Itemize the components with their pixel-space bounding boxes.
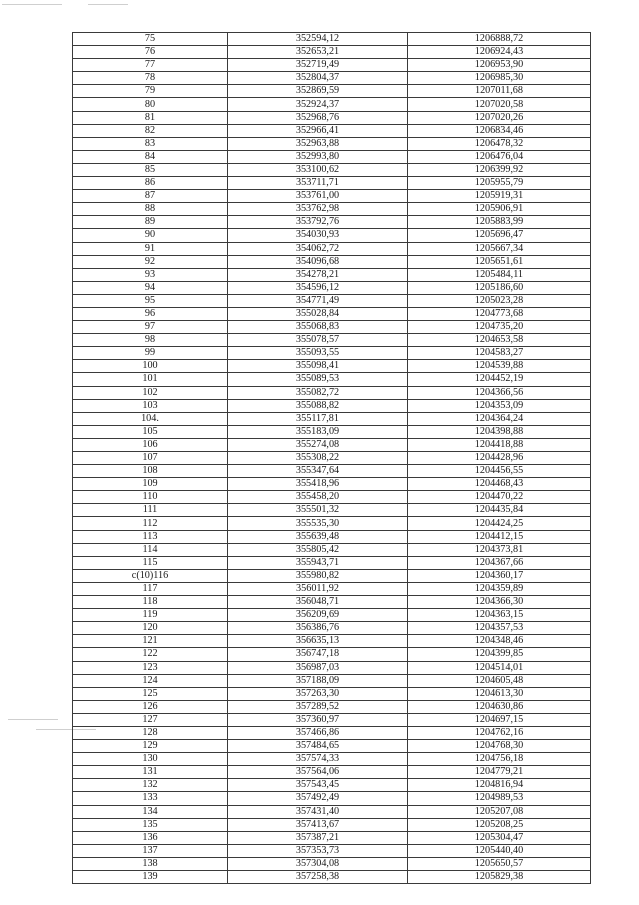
x-coordinate-cell: 356635,13 bbox=[228, 635, 408, 648]
table-row bbox=[73, 111, 591, 124]
point-number-cell: 82 bbox=[73, 124, 228, 137]
table-row bbox=[73, 530, 591, 543]
y-coordinate-cell: 1204399,85 bbox=[408, 648, 591, 661]
point-number-cell: 100 bbox=[73, 360, 228, 373]
point-number-cell: 127 bbox=[73, 713, 228, 726]
y-coordinate-cell: 1204428,96 bbox=[408, 452, 591, 465]
table-row bbox=[73, 321, 591, 334]
table-row bbox=[73, 203, 591, 216]
point-number-cell: c(10)116 bbox=[73, 569, 228, 582]
x-coordinate-cell: 355943,71 bbox=[228, 556, 408, 569]
table-row bbox=[73, 72, 591, 85]
point-number-cell: 90 bbox=[73, 229, 228, 242]
x-coordinate-cell: 357564,06 bbox=[228, 766, 408, 779]
x-coordinate-cell: 357492,49 bbox=[228, 792, 408, 805]
y-coordinate-cell: 1204452,19 bbox=[408, 373, 591, 386]
table-row bbox=[73, 163, 591, 176]
point-number-cell: 121 bbox=[73, 635, 228, 648]
table-row bbox=[73, 844, 591, 857]
y-coordinate-cell: 1205919,31 bbox=[408, 190, 591, 203]
table-row bbox=[73, 307, 591, 320]
x-coordinate-cell: 355980,82 bbox=[228, 569, 408, 582]
point-number-cell: 98 bbox=[73, 334, 228, 347]
table-row bbox=[73, 268, 591, 281]
table-row bbox=[73, 871, 591, 884]
x-coordinate-cell: 357304,08 bbox=[228, 857, 408, 870]
point-number-cell: 91 bbox=[73, 242, 228, 255]
point-number-cell: 134 bbox=[73, 805, 228, 818]
point-number-cell: 114 bbox=[73, 543, 228, 556]
y-coordinate-cell: 1204768,30 bbox=[408, 740, 591, 753]
x-coordinate-cell: 357289,52 bbox=[228, 700, 408, 713]
y-coordinate-cell: 1204605,48 bbox=[408, 674, 591, 687]
table-row bbox=[73, 805, 591, 818]
point-number-cell: 132 bbox=[73, 779, 228, 792]
x-coordinate-cell: 352924,37 bbox=[228, 98, 408, 111]
x-coordinate-cell: 354062,72 bbox=[228, 242, 408, 255]
point-number-cell: 113 bbox=[73, 530, 228, 543]
x-coordinate-cell: 355501,32 bbox=[228, 504, 408, 517]
y-coordinate-cell: 1206924,43 bbox=[408, 46, 591, 59]
x-coordinate-cell: 357431,40 bbox=[228, 805, 408, 818]
scan-artifact bbox=[88, 4, 128, 5]
x-coordinate-cell: 355082,72 bbox=[228, 386, 408, 399]
table-row bbox=[73, 347, 591, 360]
point-number-cell: 93 bbox=[73, 268, 228, 281]
x-coordinate-cell: 355088,82 bbox=[228, 399, 408, 412]
table-row bbox=[73, 726, 591, 739]
x-coordinate-cell: 352869,59 bbox=[228, 85, 408, 98]
point-number-cell: 77 bbox=[73, 59, 228, 72]
y-coordinate-cell: 1204762,16 bbox=[408, 726, 591, 739]
y-coordinate-cell: 1207020,58 bbox=[408, 98, 591, 111]
y-coordinate-cell: 1204435,84 bbox=[408, 504, 591, 517]
x-coordinate-cell: 357466,86 bbox=[228, 726, 408, 739]
table-row bbox=[73, 779, 591, 792]
table-row bbox=[73, 857, 591, 870]
table-row bbox=[73, 792, 591, 805]
point-number-cell: 128 bbox=[73, 726, 228, 739]
y-coordinate-cell: 1206476,04 bbox=[408, 150, 591, 163]
x-coordinate-cell: 356987,03 bbox=[228, 661, 408, 674]
coordinates-table bbox=[72, 32, 591, 884]
y-coordinate-cell: 1205208,25 bbox=[408, 818, 591, 831]
table-row bbox=[73, 137, 591, 150]
table-row bbox=[73, 504, 591, 517]
x-coordinate-cell: 355068,83 bbox=[228, 321, 408, 334]
point-number-cell: 105 bbox=[73, 425, 228, 438]
y-coordinate-cell: 1206985,30 bbox=[408, 72, 591, 85]
x-coordinate-cell: 355308,22 bbox=[228, 452, 408, 465]
y-coordinate-cell: 1204398,88 bbox=[408, 425, 591, 438]
y-coordinate-cell: 1207020,26 bbox=[408, 111, 591, 124]
x-coordinate-cell: 355274,08 bbox=[228, 438, 408, 451]
point-number-cell: 109 bbox=[73, 478, 228, 491]
table-row bbox=[73, 46, 591, 59]
point-number-cell: 123 bbox=[73, 661, 228, 674]
y-coordinate-cell: 1204539,88 bbox=[408, 360, 591, 373]
x-coordinate-cell: 354278,21 bbox=[228, 268, 408, 281]
point-number-cell: 79 bbox=[73, 85, 228, 98]
table-row bbox=[73, 465, 591, 478]
x-coordinate-cell: 354096,68 bbox=[228, 255, 408, 268]
x-coordinate-cell: 355639,48 bbox=[228, 530, 408, 543]
point-number-cell: 89 bbox=[73, 216, 228, 229]
x-coordinate-cell: 357360,97 bbox=[228, 713, 408, 726]
y-coordinate-cell: 1204613,30 bbox=[408, 687, 591, 700]
table-row bbox=[73, 255, 591, 268]
x-coordinate-cell: 357258,38 bbox=[228, 871, 408, 884]
table-row bbox=[73, 766, 591, 779]
y-coordinate-cell: 1205023,28 bbox=[408, 294, 591, 307]
x-coordinate-cell: 357574,33 bbox=[228, 753, 408, 766]
table-row bbox=[73, 85, 591, 98]
y-coordinate-cell: 1206888,72 bbox=[408, 33, 591, 46]
y-coordinate-cell: 1204348,46 bbox=[408, 635, 591, 648]
table-row bbox=[73, 452, 591, 465]
table-row bbox=[73, 753, 591, 766]
x-coordinate-cell: 353761,00 bbox=[228, 190, 408, 203]
point-number-cell: 97 bbox=[73, 321, 228, 334]
y-coordinate-cell: 1204470,22 bbox=[408, 491, 591, 504]
x-coordinate-cell: 352968,76 bbox=[228, 111, 408, 124]
x-coordinate-cell: 356747,18 bbox=[228, 648, 408, 661]
y-coordinate-cell: 1206399,92 bbox=[408, 163, 591, 176]
y-coordinate-cell: 1204735,20 bbox=[408, 321, 591, 334]
table-row bbox=[73, 596, 591, 609]
x-coordinate-cell: 357543,45 bbox=[228, 779, 408, 792]
y-coordinate-cell: 1205650,57 bbox=[408, 857, 591, 870]
x-coordinate-cell: 357484,65 bbox=[228, 740, 408, 753]
y-coordinate-cell: 1205484,11 bbox=[408, 268, 591, 281]
table-row bbox=[73, 59, 591, 72]
y-coordinate-cell: 1204816,94 bbox=[408, 779, 591, 792]
point-number-cell: 138 bbox=[73, 857, 228, 870]
point-number-cell: 136 bbox=[73, 831, 228, 844]
table-row bbox=[73, 229, 591, 242]
x-coordinate-cell: 352653,21 bbox=[228, 46, 408, 59]
x-coordinate-cell: 356209,69 bbox=[228, 609, 408, 622]
table-row bbox=[73, 373, 591, 386]
table-row bbox=[73, 661, 591, 674]
point-number-cell: 96 bbox=[73, 307, 228, 320]
y-coordinate-cell: 1205883,99 bbox=[408, 216, 591, 229]
table-row bbox=[73, 412, 591, 425]
table-row bbox=[73, 674, 591, 687]
y-coordinate-cell: 1204697,15 bbox=[408, 713, 591, 726]
scan-artifact bbox=[2, 4, 62, 5]
point-number-cell: 107 bbox=[73, 452, 228, 465]
table-row bbox=[73, 177, 591, 190]
x-coordinate-cell: 357413,67 bbox=[228, 818, 408, 831]
y-coordinate-cell: 1204412,15 bbox=[408, 530, 591, 543]
table-row bbox=[73, 33, 591, 46]
x-coordinate-cell: 355805,42 bbox=[228, 543, 408, 556]
point-number-cell: 76 bbox=[73, 46, 228, 59]
point-number-cell: 81 bbox=[73, 111, 228, 124]
scan-artifact bbox=[8, 719, 58, 720]
table-row bbox=[73, 190, 591, 203]
x-coordinate-cell: 355458,20 bbox=[228, 491, 408, 504]
y-coordinate-cell: 1204456,55 bbox=[408, 465, 591, 478]
table-row bbox=[73, 334, 591, 347]
point-number-cell: 103 bbox=[73, 399, 228, 412]
x-coordinate-cell: 355535,30 bbox=[228, 517, 408, 530]
x-coordinate-cell: 356386,76 bbox=[228, 622, 408, 635]
x-coordinate-cell: 355418,96 bbox=[228, 478, 408, 491]
table-row bbox=[73, 831, 591, 844]
point-number-cell: 88 bbox=[73, 203, 228, 216]
x-coordinate-cell: 352804,37 bbox=[228, 72, 408, 85]
table-row bbox=[73, 609, 591, 622]
point-number-cell: 119 bbox=[73, 609, 228, 622]
x-coordinate-cell: 352993,80 bbox=[228, 150, 408, 163]
x-coordinate-cell: 355117,81 bbox=[228, 412, 408, 425]
point-number-cell: 112 bbox=[73, 517, 228, 530]
point-number-cell: 86 bbox=[73, 177, 228, 190]
x-coordinate-cell: 355347,64 bbox=[228, 465, 408, 478]
table-row bbox=[73, 582, 591, 595]
table-row bbox=[73, 818, 591, 831]
point-number-cell: 137 bbox=[73, 844, 228, 857]
point-number-cell: 133 bbox=[73, 792, 228, 805]
point-number-cell: 122 bbox=[73, 648, 228, 661]
point-number-cell: 115 bbox=[73, 556, 228, 569]
y-coordinate-cell: 1204364,24 bbox=[408, 412, 591, 425]
table-row bbox=[73, 635, 591, 648]
y-coordinate-cell: 1204353,09 bbox=[408, 399, 591, 412]
point-number-cell: 87 bbox=[73, 190, 228, 203]
x-coordinate-cell: 354771,49 bbox=[228, 294, 408, 307]
point-number-cell: 83 bbox=[73, 137, 228, 150]
y-coordinate-cell: 1206834,46 bbox=[408, 124, 591, 137]
table-row bbox=[73, 281, 591, 294]
y-coordinate-cell: 1206953,90 bbox=[408, 59, 591, 72]
point-number-cell: 92 bbox=[73, 255, 228, 268]
point-number-cell: 118 bbox=[73, 596, 228, 609]
table-row bbox=[73, 360, 591, 373]
y-coordinate-cell: 1204367,66 bbox=[408, 556, 591, 569]
table-row bbox=[73, 569, 591, 582]
point-number-cell: 85 bbox=[73, 163, 228, 176]
y-coordinate-cell: 1204773,68 bbox=[408, 307, 591, 320]
point-number-cell: 135 bbox=[73, 818, 228, 831]
table-row bbox=[73, 713, 591, 726]
x-coordinate-cell: 355078,57 bbox=[228, 334, 408, 347]
table-row bbox=[73, 386, 591, 399]
y-coordinate-cell: 1204583,27 bbox=[408, 347, 591, 360]
point-number-cell: 106 bbox=[73, 438, 228, 451]
y-coordinate-cell: 1204989,53 bbox=[408, 792, 591, 805]
x-coordinate-cell: 356011,92 bbox=[228, 582, 408, 595]
point-number-cell: 80 bbox=[73, 98, 228, 111]
point-number-cell: 101 bbox=[73, 373, 228, 386]
y-coordinate-cell: 1205906,91 bbox=[408, 203, 591, 216]
y-coordinate-cell: 1204373,81 bbox=[408, 543, 591, 556]
table-row bbox=[73, 150, 591, 163]
x-coordinate-cell: 355093,55 bbox=[228, 347, 408, 360]
table-row bbox=[73, 124, 591, 137]
x-coordinate-cell: 352719,49 bbox=[228, 59, 408, 72]
table-row bbox=[73, 491, 591, 504]
x-coordinate-cell: 355028,84 bbox=[228, 307, 408, 320]
point-number-cell: 125 bbox=[73, 687, 228, 700]
table-row bbox=[73, 622, 591, 635]
table-row bbox=[73, 242, 591, 255]
y-coordinate-cell: 1204514,01 bbox=[408, 661, 591, 674]
x-coordinate-cell: 357188,09 bbox=[228, 674, 408, 687]
x-coordinate-cell: 355089,53 bbox=[228, 373, 408, 386]
x-coordinate-cell: 357387,21 bbox=[228, 831, 408, 844]
y-coordinate-cell: 1205955,79 bbox=[408, 177, 591, 190]
table-row bbox=[73, 98, 591, 111]
table-row bbox=[73, 478, 591, 491]
x-coordinate-cell: 355098,41 bbox=[228, 360, 408, 373]
y-coordinate-cell: 1205829,38 bbox=[408, 871, 591, 884]
point-number-cell: 108 bbox=[73, 465, 228, 478]
point-number-cell: 110 bbox=[73, 491, 228, 504]
y-coordinate-cell: 1205207,08 bbox=[408, 805, 591, 818]
y-coordinate-cell: 1204418,88 bbox=[408, 438, 591, 451]
y-coordinate-cell: 1204366,56 bbox=[408, 386, 591, 399]
x-coordinate-cell: 353100,62 bbox=[228, 163, 408, 176]
x-coordinate-cell: 353711,71 bbox=[228, 177, 408, 190]
x-coordinate-cell: 357353,73 bbox=[228, 844, 408, 857]
table-row bbox=[73, 740, 591, 753]
x-coordinate-cell: 356048,71 bbox=[228, 596, 408, 609]
point-number-cell: 139 bbox=[73, 871, 228, 884]
x-coordinate-cell: 353792,76 bbox=[228, 216, 408, 229]
table-row bbox=[73, 543, 591, 556]
y-coordinate-cell: 1204653,58 bbox=[408, 334, 591, 347]
table-body bbox=[73, 33, 591, 884]
y-coordinate-cell: 1205696,47 bbox=[408, 229, 591, 242]
x-coordinate-cell: 353762,98 bbox=[228, 203, 408, 216]
y-coordinate-cell: 1204779,21 bbox=[408, 766, 591, 779]
table-row bbox=[73, 399, 591, 412]
point-number-cell: 130 bbox=[73, 753, 228, 766]
y-coordinate-cell: 1207011,68 bbox=[408, 85, 591, 98]
y-coordinate-cell: 1206478,32 bbox=[408, 137, 591, 150]
table-row bbox=[73, 294, 591, 307]
y-coordinate-cell: 1205651,61 bbox=[408, 255, 591, 268]
point-number-cell: 94 bbox=[73, 281, 228, 294]
point-number-cell: 124 bbox=[73, 674, 228, 687]
y-coordinate-cell: 1204468,43 bbox=[408, 478, 591, 491]
point-number-cell: 104. bbox=[73, 412, 228, 425]
point-number-cell: 131 bbox=[73, 766, 228, 779]
table-row bbox=[73, 700, 591, 713]
point-number-cell: 117 bbox=[73, 582, 228, 595]
y-coordinate-cell: 1205304,47 bbox=[408, 831, 591, 844]
point-number-cell: 126 bbox=[73, 700, 228, 713]
x-coordinate-cell: 355183,09 bbox=[228, 425, 408, 438]
table-row bbox=[73, 687, 591, 700]
point-number-cell: 84 bbox=[73, 150, 228, 163]
y-coordinate-cell: 1204363,15 bbox=[408, 609, 591, 622]
y-coordinate-cell: 1205186,60 bbox=[408, 281, 591, 294]
x-coordinate-cell: 357263,30 bbox=[228, 687, 408, 700]
y-coordinate-cell: 1204756,18 bbox=[408, 753, 591, 766]
point-number-cell: 95 bbox=[73, 294, 228, 307]
point-number-cell: 102 bbox=[73, 386, 228, 399]
y-coordinate-cell: 1204360,17 bbox=[408, 569, 591, 582]
y-coordinate-cell: 1205667,34 bbox=[408, 242, 591, 255]
y-coordinate-cell: 1204424,25 bbox=[408, 517, 591, 530]
table-row bbox=[73, 216, 591, 229]
x-coordinate-cell: 354030,93 bbox=[228, 229, 408, 242]
table-row bbox=[73, 425, 591, 438]
point-number-cell: 111 bbox=[73, 504, 228, 517]
x-coordinate-cell: 352594,12 bbox=[228, 33, 408, 46]
y-coordinate-cell: 1204359,89 bbox=[408, 582, 591, 595]
y-coordinate-cell: 1204366,30 bbox=[408, 596, 591, 609]
x-coordinate-cell: 352963,88 bbox=[228, 137, 408, 150]
y-coordinate-cell: 1205440,40 bbox=[408, 844, 591, 857]
x-coordinate-cell: 352966,41 bbox=[228, 124, 408, 137]
point-number-cell: 78 bbox=[73, 72, 228, 85]
point-number-cell: 75 bbox=[73, 33, 228, 46]
y-coordinate-cell: 1204357,53 bbox=[408, 622, 591, 635]
point-number-cell: 99 bbox=[73, 347, 228, 360]
y-coordinate-cell: 1204630,86 bbox=[408, 700, 591, 713]
table-row bbox=[73, 438, 591, 451]
table-row bbox=[73, 648, 591, 661]
table-row bbox=[73, 517, 591, 530]
x-coordinate-cell: 354596,12 bbox=[228, 281, 408, 294]
point-number-cell: 129 bbox=[73, 740, 228, 753]
table-row bbox=[73, 556, 591, 569]
point-number-cell: 120 bbox=[73, 622, 228, 635]
